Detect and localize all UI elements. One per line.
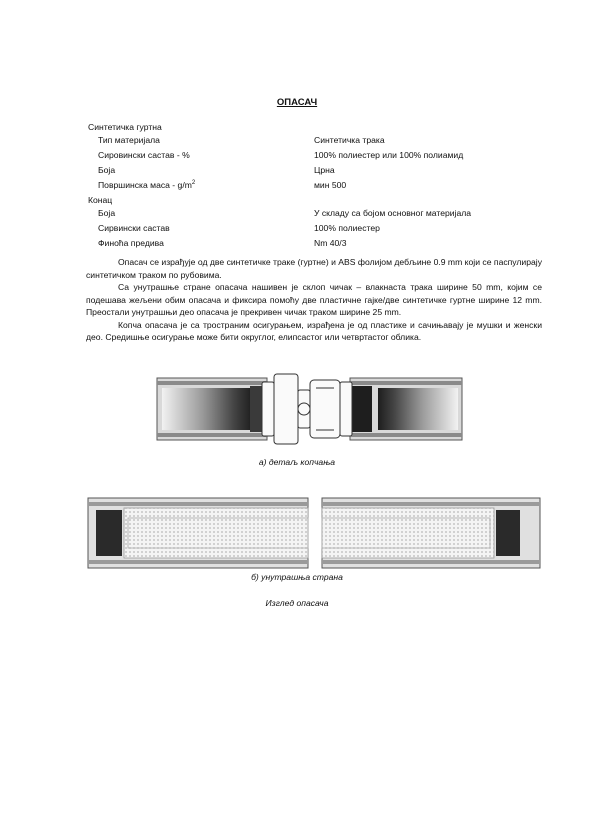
spec-table [88,122,508,253]
spec-row [88,150,508,165]
spec-group-webbing [88,122,508,135]
spec-group-thread [88,195,508,208]
spec-label-with-unit [98,180,195,190]
belt-inner-right [322,498,540,568]
description-text [86,256,542,344]
spec-value: Nm 40/3 [314,238,347,248]
spec-label: Сировински састав - % [98,150,190,160]
spec-row [88,223,508,238]
belt-strap-right [350,378,462,440]
spec-label: Сирвински састав [98,223,170,233]
spec-row [88,135,508,150]
buckle-detail-figure [0,368,594,458]
spec-value: 100% полиестер или 100% полиамид [314,150,464,160]
figure-caption-main: Изглед опасача [265,598,329,608]
spec-label: Тип материјала [98,135,160,145]
spec-row [88,238,508,253]
spec-value: Црна [314,165,335,175]
spec-row [88,208,508,223]
spec-value: У складу са бојом основног материјала [314,208,472,218]
spec-row [88,165,508,180]
inner-side-figure [0,494,594,574]
spec-label: Површинска маса - g/m [98,180,192,190]
buckle-icon [262,374,352,444]
spec-label: Боја [98,165,116,175]
belt-inner-left [88,498,308,568]
paragraph: Са унутрашње стране опасача нашивен је склоп чичак – влакнаста трака ширине 50 mm, којим се подешава жељени обим опасача и фиксира помоћу две пластичне гајке/две синтетичке гуртне ширине 12 mm. Преостали унутрашњи део опасача је прекривен чичак траком ширине 25 mm. [86,282,542,317]
paragraph: Копча опасача је са тространим осигурањем, израђена је од пластике и сачињавају је мушки и женски део. Средишње осигурање може бити округлог, елипсастог или четвртастог облика. [86,319,542,342]
spec-group-label: Синтетичка гуртна [88,122,162,132]
spec-value: Синтетичка трака [314,135,385,145]
spec-row [88,180,508,195]
spec-label: Боја [98,208,116,218]
belt-strap-left [157,378,267,440]
unit-exponent: 2 [191,180,196,187]
spec-value: мин 500 [314,180,347,190]
spec-value: 100% полиестер [314,223,380,233]
spec-label: Финоћа предива [98,238,164,248]
spec-group-label: Конац [88,195,113,205]
figure-caption-a: а) детаљ копчања [258,457,336,467]
figure-caption-b: б) унутрашња страна [251,572,343,582]
document-title: ОПАСАЧ [276,97,318,108]
paragraph: Опасач се израђује од две синтетичке траке (гуртне) и ABS фолијом дебљине 0.9 mm који се паспулирају синтетичком траком по рубовима. [86,257,542,280]
